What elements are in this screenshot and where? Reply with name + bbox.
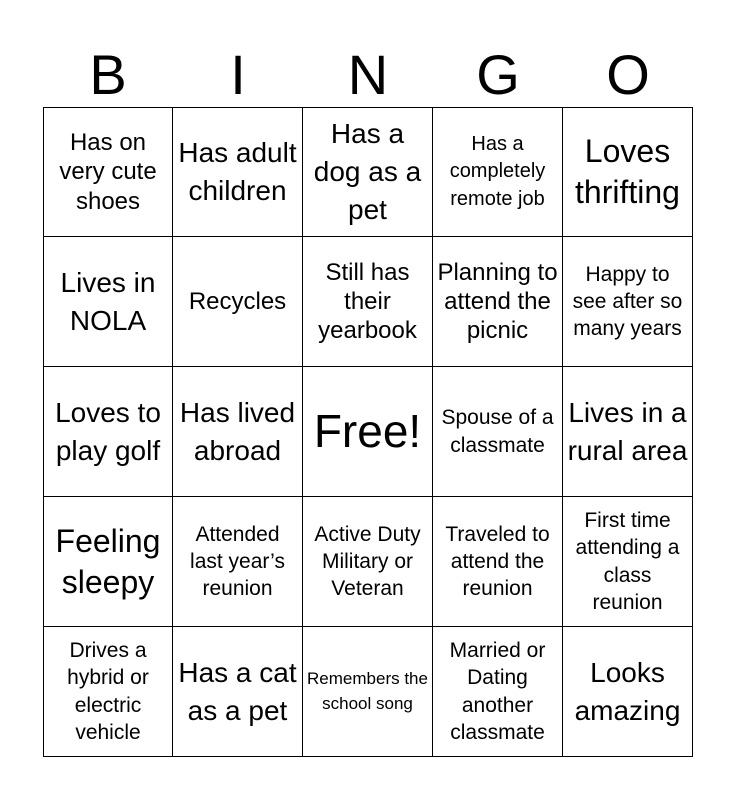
bingo-cell[interactable]: Spouse of a classmate: [433, 367, 563, 497]
header-letter-n: N: [347, 43, 389, 106]
header-letter-o: O: [606, 43, 650, 106]
bingo-cell[interactable]: Loves thrifting: [563, 107, 693, 237]
bingo-cell[interactable]: Attended last year’s reunion: [173, 497, 303, 627]
bingo-cell[interactable]: Lives in NOLA: [43, 237, 173, 367]
bingo-cell[interactable]: Feeling sleepy: [43, 497, 173, 627]
bingo-cell[interactable]: Has a completely remote job: [433, 107, 563, 237]
header-letter-g: G: [476, 43, 520, 106]
bingo-cell[interactable]: Planning to attend the picnic: [433, 237, 563, 367]
bingo-cell[interactable]: Looks amazing: [563, 627, 693, 757]
bingo-cell[interactable]: Has on very cute shoes: [43, 107, 173, 237]
bingo-cell[interactable]: Remembers the school song: [303, 627, 433, 757]
bingo-header: [43, 44, 693, 106]
bingo-cell[interactable]: Recycles: [173, 237, 303, 367]
bingo-cell[interactable]: Has a dog as a pet: [303, 107, 433, 237]
bingo-cell[interactable]: Still has their yearbook: [303, 237, 433, 367]
bingo-cell[interactable]: Drives a hybrid or electric vehicle: [43, 627, 173, 757]
bingo-cell[interactable]: Has lived abroad: [173, 367, 303, 497]
bingo-cell[interactable]: First time attending a class reunion: [563, 497, 693, 627]
bingo-cell[interactable]: Traveled to attend the reunion: [433, 497, 563, 627]
header-letter-b: B: [89, 43, 127, 106]
bingo-cell[interactable]: Lives in a rural area: [563, 367, 693, 497]
bingo-grid: [43, 107, 693, 757]
bingo-cell[interactable]: Happy to see after so many years: [563, 237, 693, 367]
bingo-cell[interactable]: Married or Dating another classmate: [433, 627, 563, 757]
bingo-cell[interactable]: Has adult children: [173, 107, 303, 237]
bingo-cell[interactable]: Active Duty Military or Veteran: [303, 497, 433, 627]
header-letter-i: I: [230, 43, 246, 106]
free-space-cell[interactable]: Free!: [303, 367, 433, 497]
bingo-cell[interactable]: Loves to play golf: [43, 367, 173, 497]
bingo-cell[interactable]: Has a cat as a pet: [173, 627, 303, 757]
